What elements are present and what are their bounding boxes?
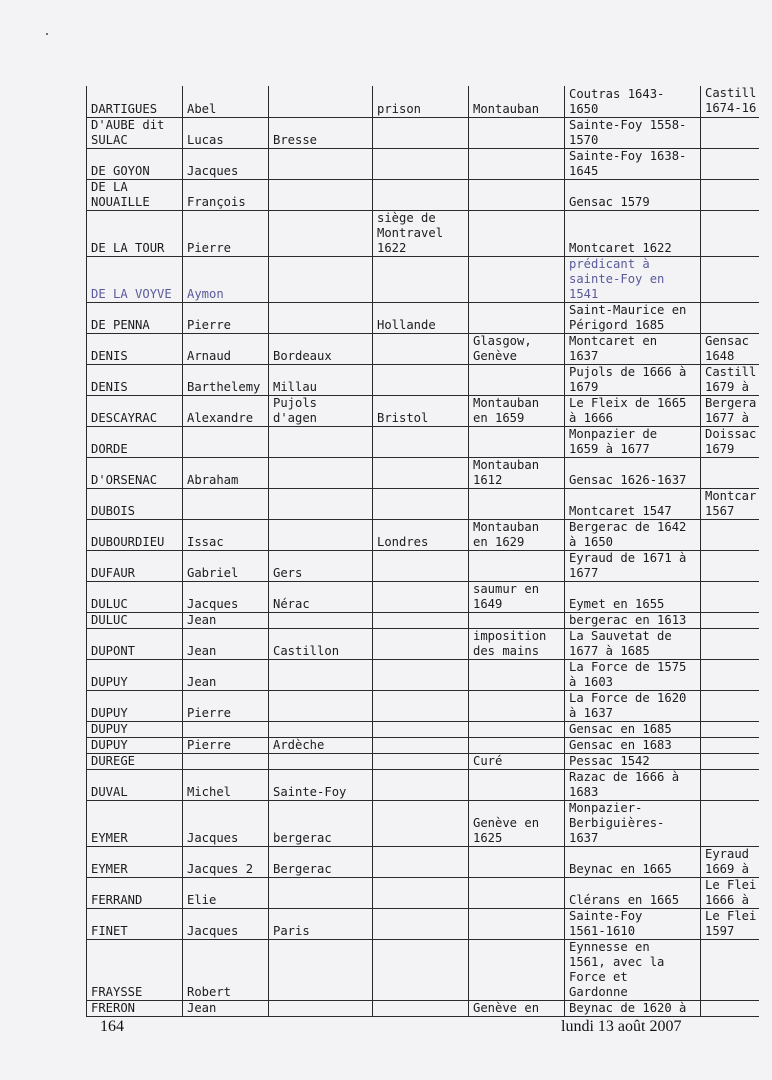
exile-cell: prison xyxy=(373,86,469,117)
other-parish-cell xyxy=(701,769,759,800)
name-cell: D'ORSENAC xyxy=(87,457,183,488)
parish-cell: Razac de 1666 à 1683 xyxy=(565,769,701,800)
first-name-cell xyxy=(183,426,269,457)
table-row xyxy=(87,426,759,457)
table-row xyxy=(87,753,759,769)
table-row xyxy=(87,519,759,550)
table-row xyxy=(87,86,759,117)
origin-cell xyxy=(269,877,373,908)
other-parish-cell xyxy=(701,1000,759,1016)
first-name-cell: Pierre xyxy=(183,210,269,256)
exile-cell xyxy=(373,877,469,908)
parish-cell: Gensac en 1685 xyxy=(565,721,701,737)
name-cell: DUBOIS xyxy=(87,488,183,519)
exile-cell xyxy=(373,550,469,581)
parish-cell: Sainte-Foy 1561-1610 xyxy=(565,908,701,939)
name-cell: DULUC xyxy=(87,581,183,612)
parish-cell: La Force de 1620 à 1637 xyxy=(565,690,701,721)
studies-cell xyxy=(469,908,565,939)
other-parish-cell: Eyraud 1669 à xyxy=(701,846,759,877)
parish-cell: Bergerac de 1642 à 1650 xyxy=(565,519,701,550)
origin-cell: Bresse xyxy=(269,117,373,148)
name-cell: DORDE xyxy=(87,426,183,457)
parish-cell: Saint-Maurice en Périgord 1685 xyxy=(565,302,701,333)
origin-cell: Sainte-Foy xyxy=(269,769,373,800)
table-row xyxy=(87,148,759,179)
name-cell: DESCAYRAC xyxy=(87,395,183,426)
origin-cell xyxy=(269,612,373,628)
studies-cell: Montauban 1612 xyxy=(469,457,565,488)
parish-cell: Sainte-Foy 1638- 1645 xyxy=(565,148,701,179)
table-row xyxy=(87,939,759,1000)
studies-cell: Montauban en 1629 xyxy=(469,519,565,550)
table-row xyxy=(87,877,759,908)
parish-cell: Gensac 1626-1637 xyxy=(565,457,701,488)
other-parish-cell xyxy=(701,753,759,769)
other-parish-cell xyxy=(701,939,759,1000)
table-row xyxy=(87,488,759,519)
name-cell: DUPONT xyxy=(87,628,183,659)
name-cell: DUPUY xyxy=(87,721,183,737)
other-parish-cell: Gensac 1648 xyxy=(701,333,759,364)
parish-cell: Eyraud de 1671 à 1677 xyxy=(565,550,701,581)
name-cell: DUPUY xyxy=(87,690,183,721)
origin-cell xyxy=(269,519,373,550)
name-cell: DUBOURDIEU xyxy=(87,519,183,550)
table-row xyxy=(87,612,759,628)
studies-cell xyxy=(469,877,565,908)
exile-cell xyxy=(373,628,469,659)
other-parish-cell: Doissac 1679 xyxy=(701,426,759,457)
studies-cell xyxy=(469,117,565,148)
parish-cell: Montcaret 1622 xyxy=(565,210,701,256)
origin-cell: Paris xyxy=(269,908,373,939)
scan-speck xyxy=(46,33,48,35)
other-parish-cell: Le Flei 1597 xyxy=(701,908,759,939)
origin-cell xyxy=(269,256,373,302)
exile-cell xyxy=(373,769,469,800)
origin-cell xyxy=(269,1000,373,1016)
parish-cell: Monpazier de 1659 à 1677 xyxy=(565,426,701,457)
table-row xyxy=(87,659,759,690)
name-cell: DUFAUR xyxy=(87,550,183,581)
exile-cell: Londres xyxy=(373,519,469,550)
table-row xyxy=(87,737,759,753)
table-row xyxy=(87,333,759,364)
other-parish-cell xyxy=(701,457,759,488)
studies-cell xyxy=(469,939,565,1000)
first-name-cell: Issac xyxy=(183,519,269,550)
studies-cell: Glasgow, Genève xyxy=(469,333,565,364)
origin-cell: Bordeaux xyxy=(269,333,373,364)
name-cell: DUPUY xyxy=(87,737,183,753)
first-name-cell: Gabriel xyxy=(183,550,269,581)
name-cell: DUVAL xyxy=(87,769,183,800)
other-parish-cell xyxy=(701,690,759,721)
name-cell: DE PENNA xyxy=(87,302,183,333)
other-parish-cell xyxy=(701,659,759,690)
first-name-cell: Arnaud xyxy=(183,333,269,364)
exile-cell xyxy=(373,333,469,364)
other-parish-cell xyxy=(701,737,759,753)
exile-cell: siège de Montravel 1622 xyxy=(373,210,469,256)
exile-cell xyxy=(373,488,469,519)
parish-cell: Montcaret en 1637 xyxy=(565,333,701,364)
table-row xyxy=(87,721,759,737)
parish-cell: Beynac en 1665 xyxy=(565,846,701,877)
studies-cell: Curé xyxy=(469,753,565,769)
parish-cell: Montcaret 1547 xyxy=(565,488,701,519)
name-cell: DULUC xyxy=(87,612,183,628)
exile-cell xyxy=(373,179,469,210)
other-parish-cell xyxy=(701,550,759,581)
origin-cell xyxy=(269,488,373,519)
parish-cell: Le Fleix de 1665 à 1666 xyxy=(565,395,701,426)
first-name-cell: Pierre xyxy=(183,737,269,753)
parish-cell: Pujols de 1666 à 1679 xyxy=(565,364,701,395)
origin-cell xyxy=(269,721,373,737)
origin-cell: Ardèche xyxy=(269,737,373,753)
exile-cell xyxy=(373,117,469,148)
origin-cell: Gers xyxy=(269,550,373,581)
first-name-cell: Jean xyxy=(183,628,269,659)
footer-date: lundi 13 août 2007 xyxy=(561,1018,682,1035)
first-name-cell: Jacques xyxy=(183,800,269,846)
parish-cell: Sainte-Foy 1558- 1570 xyxy=(565,117,701,148)
first-name-cell xyxy=(183,721,269,737)
other-parish-cell xyxy=(701,148,759,179)
table-row xyxy=(87,550,759,581)
studies-cell: imposition des mains xyxy=(469,628,565,659)
other-parish-cell: Bergera 1677 à xyxy=(701,395,759,426)
studies-cell xyxy=(469,488,565,519)
table-row xyxy=(87,364,759,395)
studies-cell xyxy=(469,612,565,628)
exile-cell xyxy=(373,1000,469,1016)
first-name-cell: Jean xyxy=(183,1000,269,1016)
other-parish-cell xyxy=(701,117,759,148)
origin-cell: Bergerac xyxy=(269,846,373,877)
studies-cell xyxy=(469,426,565,457)
parish-cell: Eynnesse en 1561, avec la Force et Gardonne xyxy=(565,939,701,1000)
studies-cell: Montauban en 1659 xyxy=(469,395,565,426)
exile-cell xyxy=(373,364,469,395)
other-parish-cell xyxy=(701,800,759,846)
exile-cell xyxy=(373,690,469,721)
studies-cell xyxy=(469,690,565,721)
name-cell: DE LA NOUAILLE xyxy=(87,179,183,210)
name-cell: DENIS xyxy=(87,333,183,364)
first-name-cell: Jacques 2 xyxy=(183,846,269,877)
studies-cell xyxy=(469,550,565,581)
other-parish-cell: Montcar 1567 xyxy=(701,488,759,519)
origin-cell: bergerac xyxy=(269,800,373,846)
name-cell: FERRAND xyxy=(87,877,183,908)
name-cell: FRERON xyxy=(87,1000,183,1016)
origin-cell xyxy=(269,148,373,179)
table-row xyxy=(87,117,759,148)
studies-cell xyxy=(469,659,565,690)
parish-cell: bergerac en 1613 xyxy=(565,612,701,628)
other-parish-cell xyxy=(701,612,759,628)
name-cell: FINET xyxy=(87,908,183,939)
studies-cell xyxy=(469,737,565,753)
name-cell: D'AUBE dit SULAC xyxy=(87,117,183,148)
name-cell: DE LA TOUR xyxy=(87,210,183,256)
table-row xyxy=(87,628,759,659)
exile-cell xyxy=(373,753,469,769)
first-name-cell: Jacques xyxy=(183,908,269,939)
studies-cell: saumur en 1649 xyxy=(469,581,565,612)
exile-cell xyxy=(373,659,469,690)
other-parish-cell xyxy=(701,721,759,737)
table-row xyxy=(87,800,759,846)
other-parish-cell xyxy=(701,302,759,333)
first-name-cell: Jean xyxy=(183,659,269,690)
name-cell: DENIS xyxy=(87,364,183,395)
first-name-cell xyxy=(183,753,269,769)
other-parish-cell: Le Flei 1666 à xyxy=(701,877,759,908)
pastors-table xyxy=(86,86,759,1017)
other-parish-cell xyxy=(701,256,759,302)
name-cell: EYMER xyxy=(87,846,183,877)
exile-cell xyxy=(373,612,469,628)
table-row xyxy=(87,210,759,256)
table-row xyxy=(87,179,759,210)
exile-cell xyxy=(373,581,469,612)
origin-cell: Pujols d'agen xyxy=(269,395,373,426)
exile-cell xyxy=(373,457,469,488)
first-name-cell: Elie xyxy=(183,877,269,908)
parish-cell: La Force de 1575 à 1603 xyxy=(565,659,701,690)
table-body xyxy=(87,86,759,1016)
first-name-cell: Jean xyxy=(183,612,269,628)
first-name-cell: Barthelemy xyxy=(183,364,269,395)
studies-cell xyxy=(469,256,565,302)
other-parish-cell xyxy=(701,581,759,612)
exile-cell xyxy=(373,939,469,1000)
parish-cell: La Sauvetat de 1677 à 1685 xyxy=(565,628,701,659)
exile-cell: Hollande xyxy=(373,302,469,333)
name-cell: DUPUY xyxy=(87,659,183,690)
first-name-cell: Robert xyxy=(183,939,269,1000)
parish-cell: Gensac en 1683 xyxy=(565,737,701,753)
exile-cell: Bristol xyxy=(373,395,469,426)
name-cell: DE GOYON xyxy=(87,148,183,179)
table-row xyxy=(87,302,759,333)
parish-cell: Monpazier- Berbiguières- 1637 xyxy=(565,800,701,846)
table-row xyxy=(87,846,759,877)
other-parish-cell xyxy=(701,519,759,550)
origin-cell xyxy=(269,86,373,117)
name-cell: EYMER xyxy=(87,800,183,846)
parish-cell: Coutras 1643- 1650 xyxy=(565,86,701,117)
first-name-cell: Aymon xyxy=(183,256,269,302)
other-parish-cell: Castill 1674-16 xyxy=(701,86,759,117)
first-name-cell: Abraham xyxy=(183,457,269,488)
parish-cell: Beynac de 1620 à xyxy=(565,1000,701,1016)
origin-cell xyxy=(269,753,373,769)
origin-cell xyxy=(269,690,373,721)
studies-cell xyxy=(469,179,565,210)
other-parish-cell xyxy=(701,210,759,256)
studies-cell xyxy=(469,846,565,877)
origin-cell xyxy=(269,659,373,690)
studies-cell: Montauban xyxy=(469,86,565,117)
other-parish-cell xyxy=(701,179,759,210)
exile-cell xyxy=(373,908,469,939)
table-row xyxy=(87,457,759,488)
origin-cell: Nérac xyxy=(269,581,373,612)
studies-cell: Genève en 1625 xyxy=(469,800,565,846)
first-name-cell: Pierre xyxy=(183,690,269,721)
origin-cell xyxy=(269,210,373,256)
name-cell: DUREGE xyxy=(87,753,183,769)
first-name-cell: Pierre xyxy=(183,302,269,333)
table-row xyxy=(87,256,759,302)
parish-cell: Pessac 1542 xyxy=(565,753,701,769)
first-name-cell: François xyxy=(183,179,269,210)
table-row xyxy=(87,690,759,721)
exile-cell xyxy=(373,737,469,753)
studies-cell: Genève en xyxy=(469,1000,565,1016)
name-cell: DARTIGUES xyxy=(87,86,183,117)
parish-cell: Clérans en 1665 xyxy=(565,877,701,908)
exile-cell xyxy=(373,721,469,737)
exile-cell xyxy=(373,256,469,302)
studies-cell xyxy=(469,148,565,179)
table-row xyxy=(87,395,759,426)
exile-cell xyxy=(373,800,469,846)
studies-cell xyxy=(469,769,565,800)
origin-cell xyxy=(269,426,373,457)
first-name-cell: Alexandre xyxy=(183,395,269,426)
first-name-cell: Michel xyxy=(183,769,269,800)
parish-cell: prédicant à sainte-Foy en 1541 xyxy=(565,256,701,302)
origin-cell: Millau xyxy=(269,364,373,395)
page-number: 164 xyxy=(100,1018,124,1035)
other-parish-cell: Castill 1679 à xyxy=(701,364,759,395)
table-row xyxy=(87,908,759,939)
first-name-cell: Jacques xyxy=(183,148,269,179)
first-name-cell xyxy=(183,488,269,519)
table-row xyxy=(87,1000,759,1016)
first-name-cell: Jacques xyxy=(183,581,269,612)
origin-cell xyxy=(269,179,373,210)
parish-cell: Eymet en 1655 xyxy=(565,581,701,612)
first-name-cell: Lucas xyxy=(183,117,269,148)
studies-cell xyxy=(469,721,565,737)
origin-cell xyxy=(269,302,373,333)
studies-cell xyxy=(469,302,565,333)
name-cell: FRAYSSE xyxy=(87,939,183,1000)
other-parish-cell xyxy=(701,628,759,659)
table-row xyxy=(87,581,759,612)
studies-cell xyxy=(469,210,565,256)
exile-cell xyxy=(373,846,469,877)
origin-cell: Castillon xyxy=(269,628,373,659)
exile-cell xyxy=(373,426,469,457)
origin-cell xyxy=(269,457,373,488)
name-cell: DE LA VOYVE xyxy=(87,256,183,302)
exile-cell xyxy=(373,148,469,179)
first-name-cell: Abel xyxy=(183,86,269,117)
origin-cell xyxy=(269,939,373,1000)
table-row xyxy=(87,769,759,800)
parish-cell: Gensac 1579 xyxy=(565,179,701,210)
studies-cell xyxy=(469,364,565,395)
